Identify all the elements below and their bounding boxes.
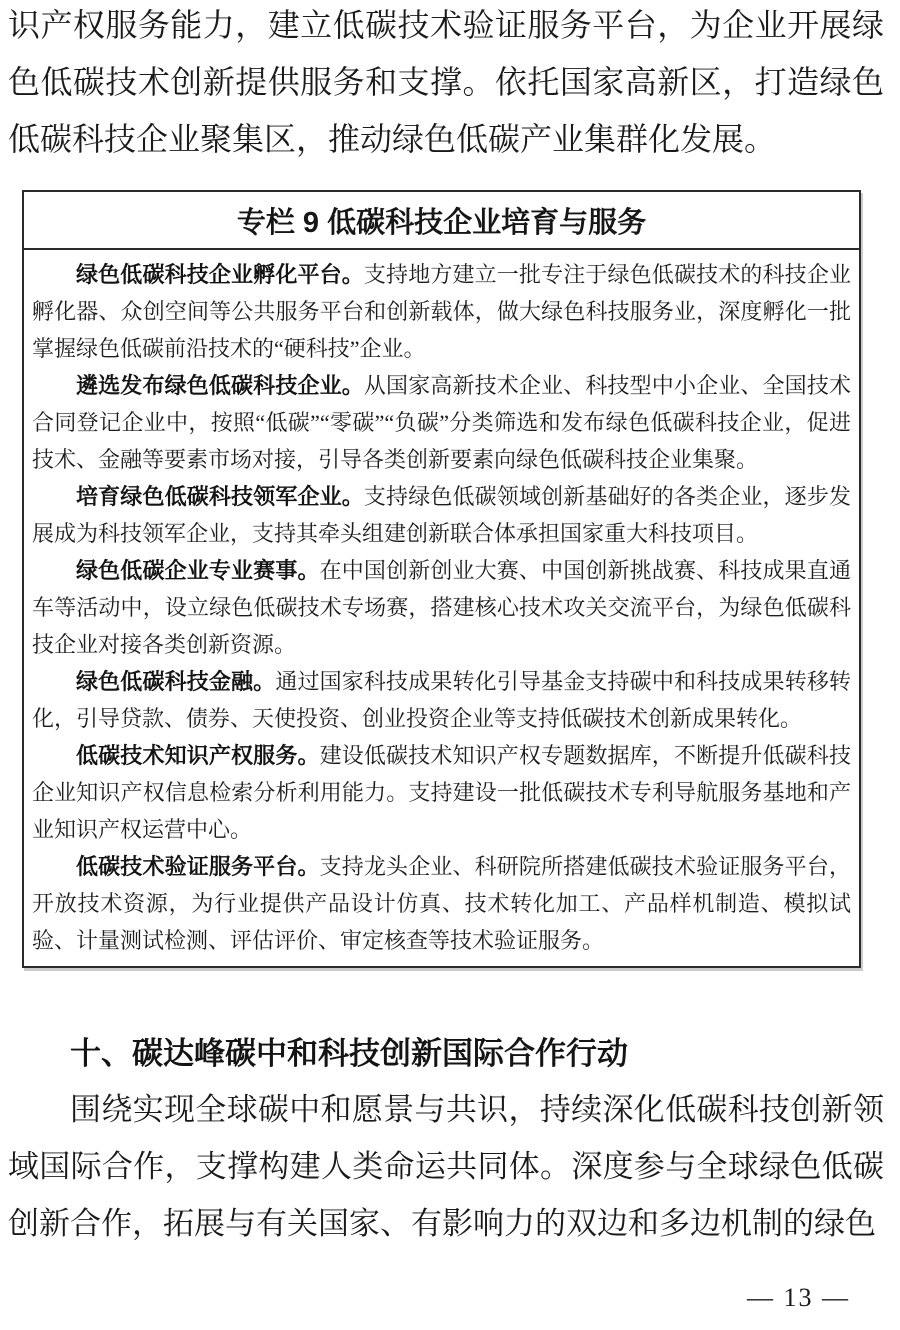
section-heading: 十、碳达峰碳中和科技创新国际合作行动: [70, 1036, 628, 1071]
box-paragraph-text: 通过国家科技成果转化引导基金支持碳中和科技成果转移转化，引导贷款、债券、天使投资、创业投资企业等支持低碳技术创新成果转化。: [32, 669, 851, 731]
box-paragraph-text: 支持龙头企业、科研院所搭建低碳技术验证服务平台，开放技术资源，为行业提供产品设计仿真、技术转化加工、产品样机制造、模拟试验、计量测试检测、评估评价、审定核查等技术验证服务。: [32, 854, 851, 953]
box-paragraph-lead: 低碳技术验证服务平台。: [76, 854, 320, 879]
box-paragraph-lead: 绿色低碳科技企业孵化平台。: [76, 262, 364, 287]
page-number: — 13 —: [747, 1283, 850, 1312]
box-paragraph-lead: 绿色低碳企业专业赛事。: [76, 558, 320, 583]
box-paragraph-lead: 培育绿色低碳科技领军企业。: [76, 484, 364, 509]
box-paragraph: [32, 552, 851, 663]
box-paragraph-text: 支持绿色低碳领域创新基础好的各类企业，逐步发展成为科技领军企业，支持其牵头组建创新联合体承担国家重大科技项目。: [32, 484, 851, 546]
box-paragraph-text: 从国家高新技术企业、科技型中小企业、全国技术合同登记企业中，按照“低碳”“零碳”“负碳”分类筛选和发布绿色低碳科技企业，促进技术、金融等要素市场对接，引导各类创新要素向绿色低碳科技企业集聚。: [32, 373, 851, 472]
box-paragraph: [32, 478, 851, 552]
column-box-body: [24, 250, 859, 959]
box-paragraph-lead: 遴选发布绿色低碳科技企业。: [76, 373, 364, 398]
box-paragraph: [32, 848, 851, 959]
box-paragraph-lead: 绿色低碳科技金融。: [76, 669, 276, 694]
box-paragraph: [32, 367, 851, 478]
closing-paragraph: 围绕实现全球碳中和愿景与共识，持续深化低碳科技创新领域国际合作，支撑构建人类命运共同体。深度参与全球绿色低碳创新合作，拓展与有关国家、有影响力的双边和多边机制的绿色: [8, 1092, 884, 1241]
column-box-title: 专栏 9 低碳科技企业培育与服务: [24, 192, 859, 250]
box-paragraph-lead: 低碳技术知识产权服务。: [76, 743, 320, 768]
box-paragraph: [32, 256, 851, 367]
box-paragraph: [32, 663, 851, 737]
intro-paragraph: 识产权服务能力，建立低碳技术验证服务平台，为企业开展绿色低碳技术创新提供服务和支撑。依托国家高新区，打造绿色低碳科技企业聚集区，推动绿色低碳产业集群化发展。: [8, 7, 884, 157]
box-paragraph-text: 支持地方建立一批专注于绿色低碳技术的科技企业孵化器、众创空间等公共服务平台和创新载体，做大绿色科技服务业，深度孵化一批掌握绿色低碳前沿技术的“硬科技”企业。: [32, 262, 851, 361]
box-paragraph: [32, 737, 851, 848]
box-paragraph-text: 建设低碳技术知识产权专题数据库，不断提升低碳科技企业知识产权信息检索分析利用能力。支持建设一批低碳技术专利导航服务基地和产业知识产权运营中心。: [32, 743, 851, 842]
box-paragraph-text: 在中国创新创业大赛、中国创新挑战赛、科技成果直通车等活动中，设立绿色低碳技术专场赛，搭建核心技术攻关交流平台，为绿色低碳科技企业对接各类创新资源。: [32, 558, 851, 657]
column-9-box: [22, 190, 861, 968]
